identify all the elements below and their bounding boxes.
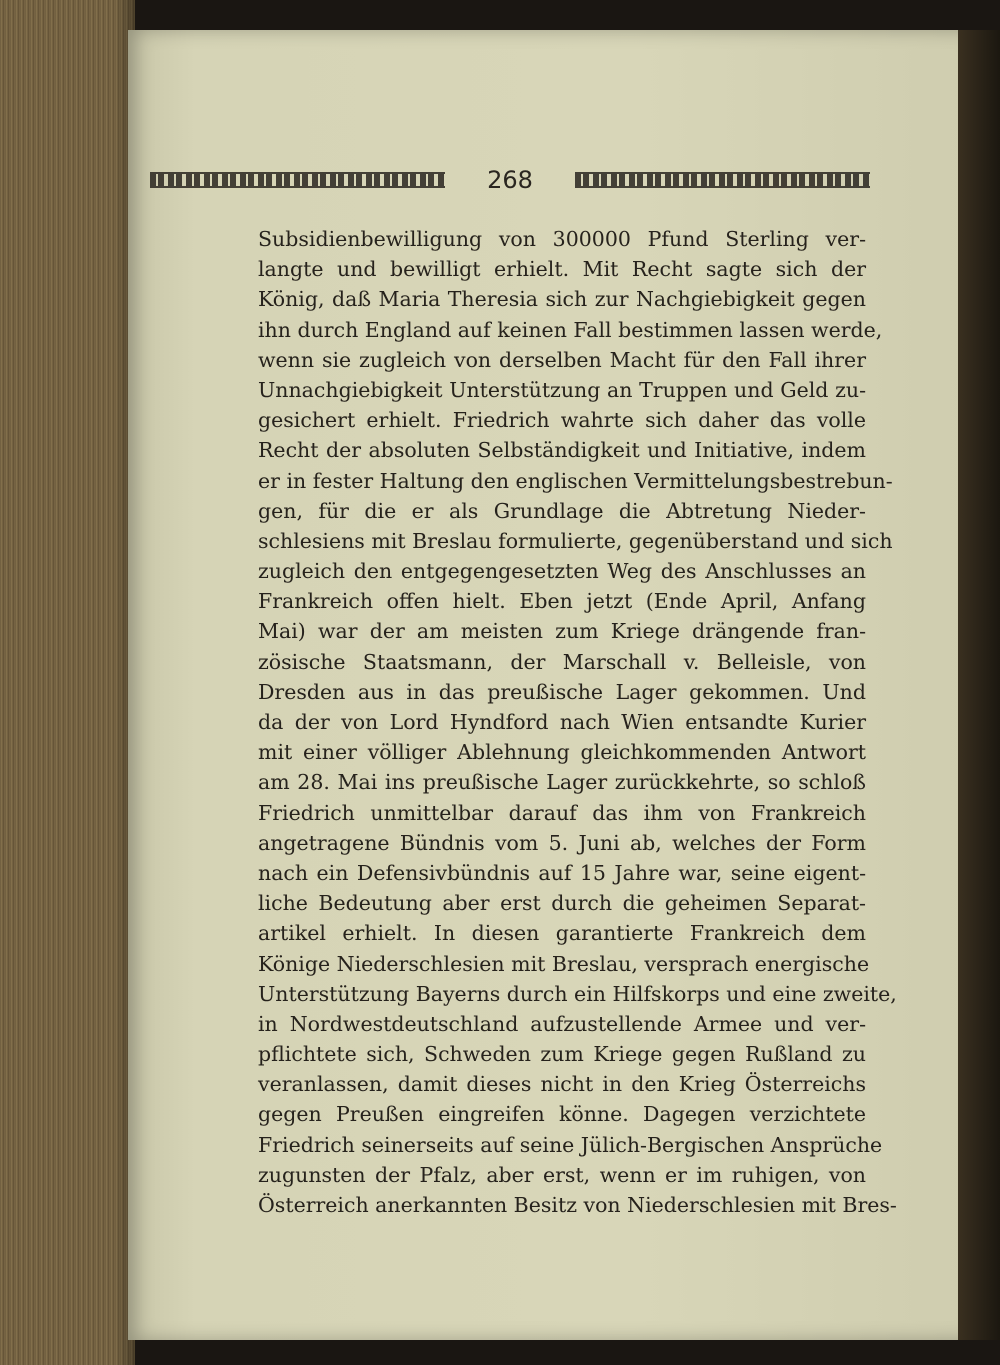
text-line: wenn sie zugleich von derselben Macht für den Fall ihrer [258,347,866,372]
book-page-edges [0,0,135,1365]
text-line: er in fester Haltung den englischen Vermittelungsbestrebun- [258,468,893,493]
right-page-shadow [958,30,1000,1340]
text-line: langte und bewilligt erhielt. Mit Recht sagte sich der [258,257,866,282]
text-line: Könige Niederschlesien mit Breslau, versprach energische [258,951,870,976]
text-line: am 28. Mai ins preußische Lager zurückkehrte, so schloß [258,770,866,795]
text-line: gegen Preußen eingreifen könne. Dagegen verzichtete [258,1102,866,1127]
page-number: 268 [487,166,533,194]
text-line: zugleich den entgegengesetzten Weg des Anschlusses an [258,559,866,584]
right-ornament [575,172,870,188]
text-line: Recht der absoluten Selbständigkeit und Initiative, indem [258,438,866,463]
page-header [150,165,870,195]
text-line: artikel erhielt. In diesen garantierte Frankreich dem [258,921,866,946]
text-line: veranlassen, damit dieses nicht in den Krieg Österreichs [258,1072,866,1097]
text-line: Friedrich seinerseits auf seine Jülich-Bergischen Ansprüche [258,1132,883,1157]
text-line: liche Bedeutung aber erst durch die geheimen Separat- [258,891,866,916]
text-line: da der von Lord Hyndford nach Wien entsandte Kurier [258,710,866,734]
text-line: angetragene Bündnis vom 5. Juni ab, welches der Form [258,830,866,855]
text-line: Friedrich unmittelbar darauf das ihm von Frankreich [258,800,866,825]
text-line: zösische Staatsmann, der Marschall v. Belleisle, von [258,649,866,674]
body-text [258,224,897,1220]
text-line: ihn durch England auf keinen Fall bestimmen lassen werde, [258,317,883,342]
text-line: Unterstützung Bayerns durch ein Hilfskorps und eine zweite, [258,981,897,1006]
text-line: Österreich anerkannten Besitz von Niederschlesien mit Bres- [258,1193,897,1217]
text-line: Dresden aus in das preußische Lager gekommen. Und [258,679,866,704]
text-line: pflichtete sich, Schweden zum Kriege gegen Rußland zu [258,1042,866,1067]
text-line: Unnachgiebigkeit Unterstützung an Truppen und Geld zu- [258,377,866,402]
text-line: gesichert erhielt. Friedrich wahrte sich daher das volle [258,408,866,433]
text-line: Mai) war der am meisten zum Kriege drängende fran- [258,619,866,644]
text-line: Frankreich offen hielt. Eben jetzt (Ende April, Anfang [258,589,866,614]
text-line: in Nordwestdeutschland aufzustellende Armee und ver- [258,1011,866,1036]
text-line: nach ein Defensivbündnis auf 15 Jahre war, seine eigent- [258,860,866,885]
text-line: zugunsten der Pfalz, aber erst, wenn er im ruhigen, von [258,1162,866,1187]
text-line: König, daß Maria Theresia sich zur Nachgiebigkeit gegen [258,287,866,312]
text-line: Subsidienbewilligung von 300000 Pfund Sterling ver- [258,227,866,251]
text-line: gen, für die er als Grundlage die Abtretung Nieder- [258,498,866,523]
text-line: schlesiens mit Breslau formulierte, gegenüberstand und sich [258,528,893,553]
text-line: mit einer völliger Ablehnung gleichkommenden Antwort [258,740,866,765]
left-ornament [150,172,445,188]
